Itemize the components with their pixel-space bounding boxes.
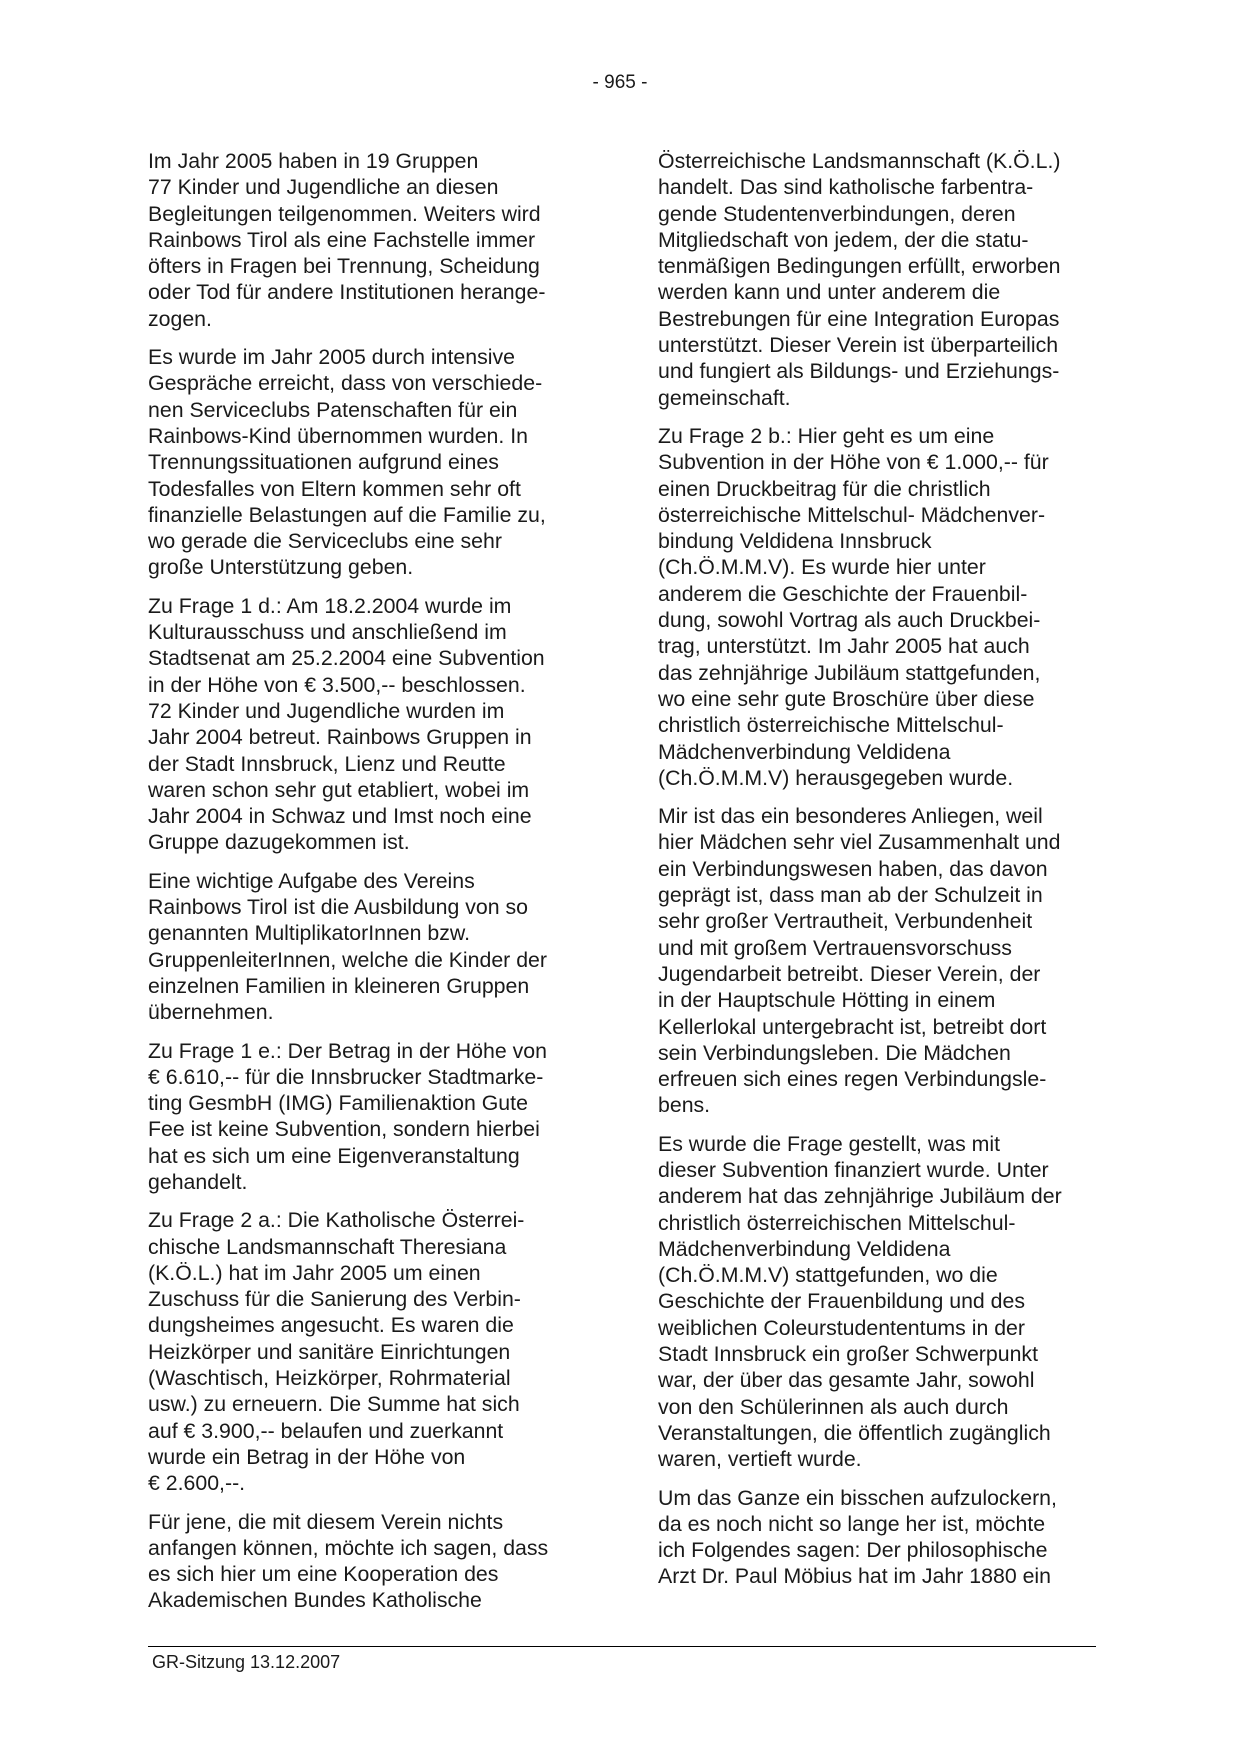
text-line: Heizkörper und sanitäre Einrichtungen — [148, 1339, 511, 1364]
paragraph — [658, 148, 1104, 411]
text-line: Bestrebungen für eine Integration Europas — [658, 306, 1060, 331]
text-line: oder Tod für andere Institutionen herange- — [148, 280, 546, 305]
text-line: Mädchenverbindung Veldidena — [658, 1236, 951, 1261]
text-line: christlich österreichischen Mittelschul- — [658, 1210, 1016, 1235]
text-line: hier Mädchen sehr viel Zusammenhalt und — [658, 830, 1061, 855]
paragraph — [148, 344, 588, 581]
text-line: Mitgliedschaft von jedem, der die statu- — [658, 227, 1029, 252]
text-line: Mir ist das ein besonderes Anliegen, weil — [658, 804, 1043, 829]
text-line: bindung Veldidena Innsbruck — [658, 529, 932, 554]
text-line: trag, unterstützt. Im Jahr 2005 hat auch — [658, 634, 1030, 659]
text-line: Eine wichtige Aufgabe des Vereins — [148, 868, 475, 893]
text-line: hat es sich um eine Eigenveranstaltung — [148, 1143, 520, 1168]
text-line: von den Schülerinnen als auch durch — [658, 1394, 1009, 1419]
text-line: Stadtsenat am 25.2.2004 eine Subvention — [148, 646, 545, 671]
text-line: Jahr 2004 betreut. Rainbows Gruppen in — [148, 725, 532, 750]
text-line: Zu Frage 1 d.: Am 18.2.2004 wurde im — [148, 593, 512, 618]
text-line: Für jene, die mit diesem Verein nichts — [148, 1509, 504, 1534]
text-line: ich Folgendes sagen: Der philosophische — [658, 1538, 1048, 1563]
text-line: waren schon sehr gut etabliert, wobei im — [148, 777, 530, 802]
text-line: wo gerade die Serviceclubs eine sehr — [148, 529, 502, 554]
text-line: Um das Ganze ein bisschen aufzulockern, — [658, 1485, 1057, 1510]
text-line: sehr großer Vertrautheit, Verbundenheit — [658, 909, 1033, 934]
paragraph — [148, 1038, 588, 1196]
text-line: sein Verbindungsleben. Die Mädchen — [658, 1040, 1011, 1065]
text-line: Rainbows-Kind übernommen wurden. In — [148, 423, 528, 448]
text-line: Es wurde die Frage gestellt, was mit — [658, 1131, 1001, 1156]
text-line: christlich österreichische Mittelschul- — [658, 713, 1004, 738]
text-line: Todesfalles von Eltern kommen sehr oft — [148, 476, 521, 501]
text-line: große Unterstützung geben. — [148, 555, 414, 580]
text-line: es sich hier um eine Kooperation des — [148, 1562, 499, 1587]
paragraph — [148, 148, 588, 332]
text-line: Jugendarbeit betreibt. Dieser Verein, der — [658, 961, 1041, 986]
text-line: (Ch.Ö.M.M.V) stattgefunden, wo die — [658, 1263, 998, 1288]
footer-divider — [148, 1646, 1096, 1647]
text-line: anderem hat das zehnjährige Jubiläum der — [658, 1184, 1062, 1209]
paragraph — [148, 1509, 588, 1614]
text-line: Rainbows Tirol ist die Ausbildung von so — [148, 895, 529, 920]
text-line: erfreuen sich eines regen Verbindungsle- — [658, 1067, 1047, 1092]
text-line: 72 Kinder und Jugendliche wurden im — [148, 698, 505, 723]
text-line: einen Druckbeitrag für die christlich — [658, 476, 991, 501]
text-line: Trennungssituationen aufgrund eines — [148, 450, 499, 475]
text-line: zogen. — [148, 306, 212, 331]
text-line: ein Verbindungswesen haben, das davon — [658, 856, 1048, 881]
text-line: dung, sowohl Vortrag als auch Druckbei- — [658, 608, 1041, 633]
text-line: Stadt Innsbruck ein großer Schwerpunkt — [658, 1342, 1038, 1367]
text-line: Mädchenverbindung Veldidena — [658, 739, 951, 764]
page-number: - 965 - — [592, 72, 648, 93]
text-line: Fee ist keine Subvention, sondern hierbei — [148, 1117, 540, 1142]
text-line: anderem die Geschichte der Frauenbil- — [658, 581, 1028, 606]
paragraph — [658, 1485, 1104, 1590]
text-line: 77 Kinder und Jugendliche an diesen — [148, 175, 499, 200]
text-line: der Stadt Innsbruck, Lienz und Reutte — [148, 751, 506, 776]
text-line: finanzielle Belastungen auf die Familie zu, — [148, 502, 546, 527]
text-line: gehandelt. — [148, 1169, 248, 1194]
text-line: ting GesmbH (IMG) Familienaktion Gute — [148, 1091, 528, 1116]
text-line: einzelnen Familien in kleineren Gruppen — [148, 973, 530, 998]
footer-session-date: GR-Sitzung 13.12.2007 — [152, 1652, 341, 1672]
text-line: genannten MultiplikatorInnen bzw. — [148, 921, 471, 946]
text-line: GruppenleiterInnen, welche die Kinder der — [148, 947, 547, 972]
text-line: Jahr 2004 in Schwaz und Imst noch eine — [148, 804, 532, 829]
text-line: Begleitungen teilgenommen. Weiters wird — [148, 201, 541, 226]
text-line: wurde ein Betrag in der Höhe von — [148, 1444, 466, 1469]
text-line: unterstützt. Dieser Verein ist überparteilich — [658, 333, 1059, 358]
text-line: gende Studentenverbindungen, deren — [658, 201, 1016, 226]
text-line: nen Serviceclubs Patenschaften für ein — [148, 397, 518, 422]
text-line: werden kann und unter anderem die — [658, 280, 1001, 305]
paragraph — [148, 1207, 588, 1496]
text-line: Österreichische Landsmannschaft (K.Ö.L.) — [658, 149, 1061, 173]
text-line: Zu Frage 2 a.: Die Katholische Österrei- — [148, 1208, 525, 1233]
text-line: auf € 3.900,-- belaufen und zuerkannt — [148, 1418, 504, 1443]
text-line: geprägt ist, dass man ab der Schulzeit in — [658, 883, 1043, 908]
text-line: Gespräche erreicht, dass von verschiede- — [148, 371, 543, 396]
text-line: € 2.600,--. — [148, 1471, 246, 1496]
paragraph — [148, 868, 588, 1026]
text-line: waren, vertieft wurde. — [658, 1447, 862, 1472]
text-line: dieser Subvention finanziert wurde. Unter — [658, 1157, 1049, 1182]
text-line: bens. — [658, 1093, 711, 1118]
text-line: in der Hauptschule Hötting in einem — [658, 988, 996, 1013]
text-line: (Ch.Ö.M.M.V) herausgegeben wurde. — [658, 765, 1014, 790]
text-line: Im Jahr 2005 haben in 19 Gruppen — [148, 149, 479, 173]
text-line: Zu Frage 2 b.: Hier geht es um eine — [658, 423, 995, 448]
text-line: das zehnjährige Jubiläum stattgefunden, — [658, 660, 1041, 685]
text-line: Rainbows Tirol als eine Fachstelle immer — [148, 227, 536, 252]
text-line: Geschichte der Frauenbildung und des — [658, 1289, 1026, 1314]
text-line: € 6.610,-- für die Innsbrucker Stadtmarke- — [148, 1064, 544, 1089]
text-line: (Waschtisch, Heizkörper, Rohrmaterial — [148, 1366, 511, 1391]
paragraph — [658, 803, 1104, 1119]
text-line: und fungiert als Bildungs- und Erziehungs- — [658, 359, 1060, 384]
text-line: und mit großem Vertrauensvorschuss — [658, 935, 1012, 960]
text-line: weiblichen Coleurstudententums in der — [658, 1315, 1025, 1340]
paragraph — [658, 1131, 1104, 1473]
text-line: chische Landsmannschaft Theresiana — [148, 1234, 507, 1259]
text-line: anfangen können, möchte ich sagen, dass — [148, 1535, 549, 1560]
text-line: (Ch.Ö.M.M.V). Es wurde hier unter — [658, 555, 986, 580]
text-line: tenmäßigen Bedingungen erfüllt, erworben — [658, 254, 1061, 279]
text-line: handelt. Das sind katholische farbentra- — [658, 175, 1034, 200]
text-line: Kulturausschuss und anschließend im — [148, 620, 507, 645]
text-line: Arzt Dr. Paul Möbius hat im Jahr 1880 ein — [658, 1564, 1051, 1589]
text-line: (K.Ö.L.) hat im Jahr 2005 um einen — [148, 1260, 481, 1285]
text-line: war, der über das gesamte Jahr, sowohl — [658, 1368, 1035, 1393]
text-line: Zu Frage 1 e.: Der Betrag in der Höhe von — [148, 1038, 547, 1063]
text-line: Veranstaltungen, die öffentlich zugänglich — [658, 1420, 1051, 1445]
text-line: da es noch nicht so lange her ist, möchte — [658, 1511, 1046, 1536]
left-column — [148, 148, 588, 1626]
text-line: Zuschuss für die Sanierung des Verbin- — [148, 1287, 521, 1312]
paragraph — [148, 593, 588, 856]
text-line: dungsheimes angesucht. Es waren die — [148, 1313, 514, 1338]
text-line: wo eine sehr gute Broschüre über diese — [658, 686, 1035, 711]
text-line: österreichische Mittelschul- Mädchenver- — [658, 502, 1046, 527]
text-line: Akademischen Bundes Katholische — [148, 1588, 482, 1613]
text-line: Subvention in der Höhe von € 1.000,-- für — [658, 450, 1049, 475]
text-line: gemeinschaft. — [658, 385, 791, 410]
text-line: usw.) zu erneuern. Die Summe hat sich — [148, 1392, 520, 1417]
paragraph — [658, 423, 1104, 791]
text-line: Es wurde im Jahr 2005 durch intensive — [148, 345, 515, 370]
text-line: in der Höhe von € 3.500,-- beschlossen. — [148, 672, 526, 697]
right-column — [658, 148, 1104, 1602]
text-line: Gruppe dazugekommen ist. — [148, 830, 410, 855]
text-line: öfters in Fragen bei Trennung, Scheidung — [148, 254, 540, 279]
text-line: übernehmen. — [148, 1000, 274, 1025]
text-line: Kellerlokal untergebracht ist, betreibt dort — [658, 1014, 1047, 1039]
